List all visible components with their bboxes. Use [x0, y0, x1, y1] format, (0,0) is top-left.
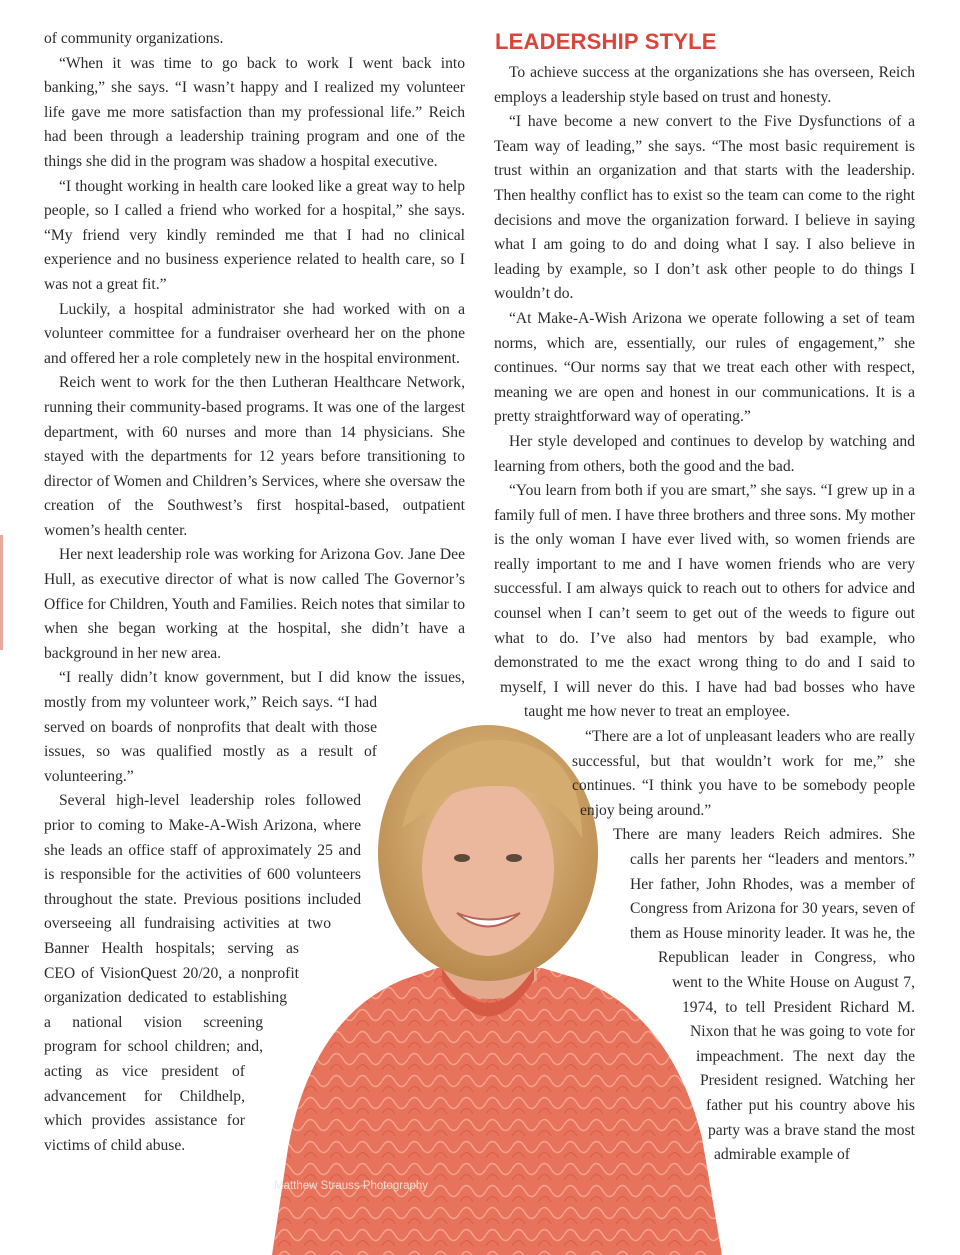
right-paragraph-2: “I have become a new convert to the Five Dysfunctions of a Team way of leading,” she says. “The most basic requirement is trust within an organization and that starts with the leadership. Then healthy conflict has to exist so the team can come to the right decisions and move the organization forward. I believe in saying what I am going to do and doing what I say. I also believe in leading by example, so I don’t ask other people to do things I wouldn’t do. — [494, 113, 915, 303]
right-paragraph-4: Her style developed and continues to develop by watching and learning from others, both the good and the bad. — [494, 432, 915, 475]
page-edge-mark — [0, 535, 3, 650]
left-paragraph-4: Reich went to work for the then Lutheran Healthcare Network, running their community-based programs. It was one of the largest department, with 60 nurses and more than 14 physicians. She stayed with the departments for 12 years before transitioning to director of Women and Children’s Services, where she oversaw the creation of the Southwest’s first hospital-based, outpatient women’s health center. — [44, 374, 465, 539]
left-paragraph-0: of community organizations. — [44, 30, 224, 47]
right-paragraph-7: There are many leaders Reich admires. She calls her parents her “leaders and mentors.” Her father, John Rhodes, was a member of Congress from Arizona for 30 years, seven of them as House minority leader. It was he, the Republican leader in Congress, who went to the White House on August 7, 1974, to tell President Richard M. Nixon that he was going to vote for impeachment. The next day the President resigned. Watching her father put his country above his party was a brave stand the most admirable example of — [613, 826, 915, 1164]
right-paragraph-1: To achieve success at the organizations she has overseen, Reich employs a leadership style based on trust and honesty. — [494, 64, 915, 106]
section-heading: LEADERSHIP STYLE — [495, 29, 717, 54]
right-paragraph-5: “You learn from both if you are smart,” she says. “I grew up in a family full of men. I have three brothers and three sons. My mother is the only woman I have ever lived with, so women friends are really important to me and I have women friends who are very successful. I am always quick to reach out to others for advice and counsel when I can’t seem to get out of the weeds to figure out what to do. I’ve also had mentors by bad example, who demonstrated to me the exact wrong thing to do and I said to myself, I will never do this. I have had bad bosses who have taught me how never to treat an employee. — [494, 482, 915, 721]
right-paragraph-3: “At Make-A-Wish Arizona we operate following a set of team norms, which are, essentially, our rules of engagement,” she continues. “Our norms say that we treat each other with respect, meaning we are open and honest in our communications. It is a pretty straightforward way of operating.” — [494, 309, 915, 426]
photo-credit: Matthew Strauss Photography — [274, 1180, 429, 1192]
left-wrap-block — [44, 666, 465, 1158]
right-wrap-block — [494, 479, 915, 1168]
right-column — [494, 28, 915, 1217]
left-column — [44, 27, 465, 1158]
left-paragraph-3: Luckily, a hospital administrator she had worked with on a volunteer committee for a fundraiser overheard her on the phone and offered her a role completely new in the hospital environment. — [44, 300, 465, 367]
left-paragraph-2: “I thought working in health care looked like a great way to help people, so I called a friend who worked for a hospital,” she says. “My friend very kindly reminded me that I had no clinical experience and no business experience related to health care, so I was not a great fit.” — [44, 177, 465, 293]
right-paragraph-6: “There are a lot of unpleasant leaders who are really successful, but that wouldn’t work for me,” she continues. “I think you have to be somebody people enjoy being around.” — [572, 728, 915, 819]
left-paragraph-5: Her next leadership role was working for Arizona Gov. Jane Dee Hull, as executive director of what is now called The Governor’s Office for Children, Youth and Families. Reich notes that similar to when she began working at the hospital, she didn’t have a background in her new area. — [44, 546, 465, 662]
left-paragraph-1: “When it was time to go back to work I went back into banking,” she says. “I wasn’t happy and I realized my volunteer life gave me more satisfaction than my professional life.” Reich had been through a leadership training program and one of the things she did in the program was shadow a hospital executive. — [44, 54, 465, 170]
left-paragraph-6: “I really didn’t know government, but I did know the issues, mostly from my volunteer work,” Reich says. “I had served on boards of nonprofits that dealt with those issues, so was qualified mostly as a result of volunteering.” — [44, 669, 465, 785]
left-paragraph-7: Several high-level leadership roles followed prior to coming to Make-A-Wish Arizona, where she leads an office staff of approximately 25 and is responsible for the activities of 600 volunteers throughout the state. Previous positions included overseeing all fundraising activities at two Banner Health hospitals; serving as CEO of VisionQuest 20/20, a nonprofit organization dedicated to establishing a national vision screening program for school children; and, acting as vice president of advancement for Childhelp, which provides assistance for victims of child abuse. — [44, 792, 361, 1154]
